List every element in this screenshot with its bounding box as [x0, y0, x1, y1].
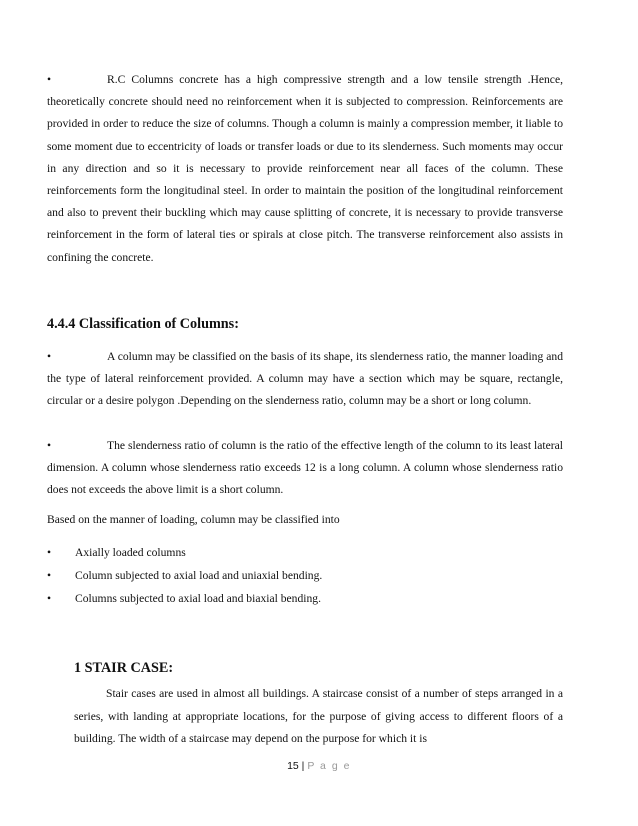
paragraph-stair-case: [74, 683, 563, 751]
loading-list: [47, 546, 567, 615]
bullet-icon: •: [47, 569, 52, 582]
bullet-icon: •: [47, 592, 52, 605]
paragraph-text: A column may be classified on the basis of its shape, its slenderness ratio, the manner loading and the type of lateral reinforcement provided. A column may have a section which may be square, rectangle, circular or a desire polygon .Depending on the slenderness ratio, column may be a short or long column.: [47, 350, 563, 408]
section-heading: 4.4.4 Classification of Columns:: [47, 316, 239, 332]
paragraph-text: Stair cases are used in almost all buildings. A staircase consist of a number of steps arranged in a series, with landing at appropriate locations, for the purpose of giving access to different floors of a building. The width of a staircase may depend on the purpose for which it is: [74, 687, 563, 745]
page-number: 15: [287, 760, 299, 772]
list-item-text: Axially loaded columns: [75, 546, 186, 559]
page-label: P a g e: [307, 760, 351, 772]
footer-separator: |: [301, 760, 305, 772]
page-footer: [0, 760, 638, 772]
paragraph-rc-columns: [47, 69, 563, 269]
bullet-icon: •: [47, 546, 52, 559]
paragraph-slenderness: [47, 435, 563, 502]
list-item: [47, 546, 567, 569]
bullet-icon: •: [47, 350, 52, 363]
intro-line: Based on the manner of loading, column may be classified into: [47, 513, 340, 526]
list-item: [47, 569, 567, 592]
stair-heading: 1 STAIR CASE:: [74, 660, 174, 676]
list-item: [47, 592, 567, 615]
paragraph-text: R.C Columns concrete has a high compressive strength and a low tensile strength .Hence, theoretically concrete should need no reinforcement when it is subjected to compression. Reinforcements are provided in order to reduce the size of columns. Though a column is mainly a compression member, it liable to some moment due to eccentricity of loads or transfer loads or due to its slenderness. Such moments may occur in any direction and so it is necessary to provide reinforcement near all faces of the column. These reinforcements form the longitudinal steel. In order to maintain the position of the longitudinal reinforcement and also to prevent their buckling which may cause splitting of concrete, it is necessary to provide transverse reinforcement in the form of lateral ties or spirals at close pitch. The transverse reinforcement also assists in confining the concrete.: [47, 73, 563, 264]
paragraph-classification: [47, 346, 563, 413]
paragraph-text: The slenderness ratio of column is the ratio of the effective length of the column to its least lateral dimension. A column whose slenderness ratio exceeds 12 is a long column. A column whose slenderness ratio does not exceeds the above limit is a short column.: [47, 439, 563, 497]
bullet-icon: •: [47, 439, 52, 452]
list-item-text: Column subjected to axial load and uniaxial bending.: [75, 569, 323, 582]
list-item-text: Columns subjected to axial load and biaxial bending.: [75, 592, 321, 605]
bullet-icon: •: [47, 73, 52, 86]
